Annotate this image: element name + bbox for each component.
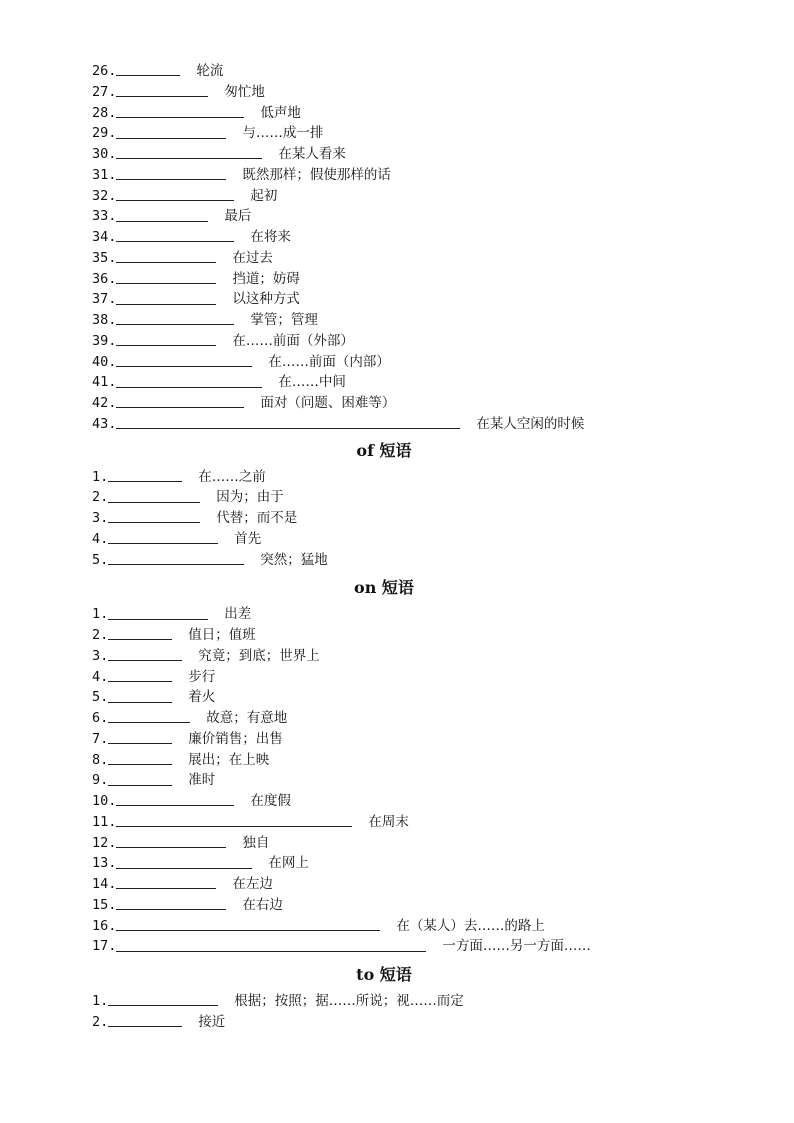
item-number: 40. <box>92 353 117 370</box>
answer-blank[interactable] <box>116 261 216 263</box>
phrase-meaning: 在……之前 <box>198 468 266 485</box>
answer-blank[interactable] <box>116 157 262 159</box>
item-number: 30. <box>92 146 117 162</box>
answer-blank[interactable] <box>116 137 226 139</box>
phrase-meaning: 在周末 <box>368 813 409 830</box>
phrase-meaning: 在将来 <box>250 229 291 245</box>
phrase-meaning: 在某人空闲的时候 <box>476 415 585 432</box>
section-heading: on 短语 <box>354 578 414 598</box>
item-number: 37. <box>92 291 117 308</box>
phrase-meaning: 在（某人）去……的路上 <box>396 917 545 934</box>
answer-blank[interactable] <box>116 116 244 118</box>
section-heading: of 短语 <box>356 440 412 460</box>
answer-blank[interactable] <box>116 178 226 180</box>
answer-blank[interactable] <box>116 406 244 408</box>
phrase-meaning: 起初 <box>250 187 278 204</box>
answer-blank[interactable] <box>108 1004 218 1006</box>
answer-blank[interactable] <box>116 427 460 429</box>
item-number: 34. <box>92 229 117 245</box>
phrase-meaning: 掌管；管理 <box>250 312 318 328</box>
phrase-meaning: 在度假 <box>250 793 291 809</box>
phrase-meaning: 在右边 <box>242 896 283 913</box>
section-heading: to 短语 <box>356 965 412 984</box>
phrase-meaning: 因为；由于 <box>216 489 284 506</box>
phrase-meaning: 既然那样；假使那样的话 <box>242 166 391 183</box>
phrase-meaning: 在……前面（内部） <box>268 353 390 370</box>
phrase-meaning: 在网上 <box>268 855 309 872</box>
item-number: 27. <box>92 83 117 100</box>
answer-blank[interactable] <box>108 618 208 620</box>
answer-blank[interactable] <box>108 1025 182 1027</box>
item-number: 39. <box>92 332 117 349</box>
phrase-row <box>92 186 712 207</box>
answer-blank[interactable] <box>116 240 234 242</box>
item-number: 42. <box>92 395 117 411</box>
item-number: 33. <box>92 208 117 225</box>
answer-blank[interactable] <box>108 638 172 640</box>
phrase-row <box>92 393 712 414</box>
item-number: 12. <box>92 834 117 851</box>
item-number: 43. <box>92 415 117 432</box>
answer-blank[interactable] <box>116 804 234 806</box>
phrase-row <box>92 467 712 488</box>
item-number: 13. <box>92 855 117 872</box>
phrase-meaning: 低声地 <box>260 104 301 121</box>
answer-blank[interactable] <box>116 867 252 869</box>
phrase-meaning: 步行 <box>188 668 216 685</box>
item-number: 1. <box>92 606 109 623</box>
item-number: 26. <box>92 63 117 79</box>
phrase-meaning: 代替；而不是 <box>216 510 298 526</box>
phrase-row <box>92 791 712 812</box>
answer-blank[interactable] <box>116 199 234 201</box>
phrase-meaning: 根据；按照；据……所说；视……而定 <box>234 993 464 1009</box>
phrase-row <box>92 331 712 352</box>
item-number: 5. <box>92 551 109 568</box>
phrase-row <box>92 165 712 186</box>
phrase-meaning: 独自 <box>242 834 270 851</box>
phrase-meaning: 匆忙地 <box>224 83 265 100</box>
phrase-meaning: 出差 <box>224 606 252 623</box>
phrase-meaning: 究竟；到底；世界上 <box>198 647 320 664</box>
phrase-meaning: 在某人看来 <box>278 146 346 162</box>
phrase-meaning: 准时 <box>188 772 216 789</box>
item-number: 29. <box>92 125 117 142</box>
phrase-meaning: 在……中间 <box>278 374 346 391</box>
item-number: 15. <box>92 896 117 913</box>
phrase-meaning: 以这种方式 <box>232 291 300 308</box>
answer-blank[interactable] <box>116 365 252 367</box>
answer-blank[interactable] <box>108 721 190 723</box>
answer-blank[interactable] <box>108 480 182 482</box>
phrase-row <box>92 604 712 625</box>
answer-blank[interactable] <box>108 501 200 503</box>
item-number: 28. <box>92 104 117 121</box>
phrase-meaning: 突然；猛地 <box>260 551 328 568</box>
item-number: 32. <box>92 187 117 204</box>
answer-blank[interactable] <box>116 303 216 305</box>
phrase-row <box>92 687 712 708</box>
item-number: 8. <box>92 751 109 768</box>
phrase-row <box>92 833 712 854</box>
phrase-row <box>92 812 712 833</box>
phrase-row <box>92 123 712 144</box>
phrase-row <box>92 206 712 227</box>
phrase-meaning: 在……前面（外部） <box>232 332 354 349</box>
item-number: 38. <box>92 312 117 328</box>
phrase-row <box>92 991 712 1012</box>
answer-blank[interactable] <box>116 887 216 889</box>
phrase-meaning: 面对（问题、困难等） <box>260 395 396 411</box>
item-number: 5. <box>92 689 109 706</box>
phrase-row <box>92 625 712 646</box>
answer-blank[interactable] <box>108 701 172 703</box>
answer-blank[interactable] <box>116 220 208 222</box>
answer-blank[interactable] <box>108 659 182 661</box>
phrase-row <box>92 372 712 393</box>
phrase-meaning: 廉价销售；出售 <box>188 730 283 747</box>
item-number: 36. <box>92 270 117 287</box>
answer-blank[interactable] <box>116 386 262 388</box>
phrase-row <box>92 916 712 937</box>
phrase-row <box>92 310 712 331</box>
answer-blank[interactable] <box>116 74 180 76</box>
answer-blank[interactable] <box>108 563 244 565</box>
item-number: 9. <box>92 772 109 789</box>
item-number: 1. <box>92 468 109 485</box>
item-number: 1. <box>92 993 109 1009</box>
phrase-meaning: 最后 <box>224 208 252 225</box>
phrase-meaning: 着火 <box>188 689 216 706</box>
phrase-meaning: 值日；值班 <box>188 627 256 643</box>
phrase-row <box>92 646 712 667</box>
phrase-row <box>92 708 712 729</box>
answer-blank[interactable] <box>108 680 172 682</box>
phrase-row <box>92 508 712 529</box>
phrase-row <box>92 853 712 874</box>
phrase-meaning: 故意；有意地 <box>206 710 288 726</box>
worksheet <box>92 61 712 1033</box>
answer-blank[interactable] <box>108 784 172 786</box>
phrase-row <box>92 352 712 373</box>
item-number: 11. <box>92 813 117 830</box>
phrase-meaning: 在过去 <box>232 249 273 266</box>
phrase-meaning: 首先 <box>234 530 262 547</box>
item-number: 7. <box>92 730 109 747</box>
answer-blank[interactable] <box>108 763 172 765</box>
answer-blank[interactable] <box>116 908 226 910</box>
phrase-row <box>92 289 712 310</box>
phrase-row <box>92 750 712 771</box>
phrase-meaning: 一方面……另一方面…… <box>442 938 591 955</box>
answer-blank[interactable] <box>116 846 226 848</box>
item-number: 6. <box>92 710 109 726</box>
phrase-row <box>92 895 712 916</box>
answer-blank[interactable] <box>108 742 172 744</box>
phrase-meaning: 与……成一排 <box>242 125 324 142</box>
answer-blank[interactable] <box>116 282 216 284</box>
answer-blank[interactable] <box>108 542 218 544</box>
item-number: 16. <box>92 917 117 934</box>
item-number: 17. <box>92 938 117 955</box>
phrase-row <box>92 1012 712 1033</box>
item-number: 3. <box>92 510 109 526</box>
answer-blank[interactable] <box>116 825 352 827</box>
phrase-row <box>92 729 712 750</box>
phrase-row <box>92 529 712 550</box>
answer-blank[interactable] <box>116 344 216 346</box>
item-number: 4. <box>92 668 109 685</box>
phrase-row <box>92 487 712 508</box>
phrase-row <box>92 61 712 82</box>
item-number: 2. <box>92 627 109 643</box>
item-number: 4. <box>92 530 109 547</box>
phrase-row <box>92 414 712 435</box>
phrase-meaning: 轮流 <box>196 63 224 79</box>
item-number: 2. <box>92 1013 109 1030</box>
item-number: 31. <box>92 166 117 183</box>
phrase-row <box>92 248 712 269</box>
phrase-row <box>92 144 712 165</box>
phrase-row <box>92 269 712 290</box>
answer-blank[interactable] <box>116 95 208 97</box>
item-number: 35. <box>92 249 117 266</box>
answer-blank[interactable] <box>108 521 200 523</box>
item-number: 2. <box>92 489 109 506</box>
item-number: 14. <box>92 876 117 892</box>
answer-blank[interactable] <box>116 929 380 931</box>
phrase-meaning: 在左边 <box>232 876 273 892</box>
answer-blank[interactable] <box>116 950 426 952</box>
phrase-row <box>92 667 712 688</box>
item-number: 3. <box>92 647 109 664</box>
phrase-row <box>92 103 712 124</box>
item-number: 10. <box>92 793 117 809</box>
item-number: 41. <box>92 374 117 391</box>
phrase-row <box>92 550 712 571</box>
phrase-row <box>92 82 712 103</box>
phrase-meaning: 接近 <box>198 1013 226 1030</box>
phrase-meaning: 展出；在上映 <box>188 751 270 768</box>
phrase-row <box>92 770 712 791</box>
answer-blank[interactable] <box>116 323 234 325</box>
phrase-row <box>92 936 712 957</box>
phrase-row <box>92 227 712 248</box>
phrase-row <box>92 874 712 895</box>
phrase-meaning: 挡道；妨碍 <box>232 270 300 287</box>
